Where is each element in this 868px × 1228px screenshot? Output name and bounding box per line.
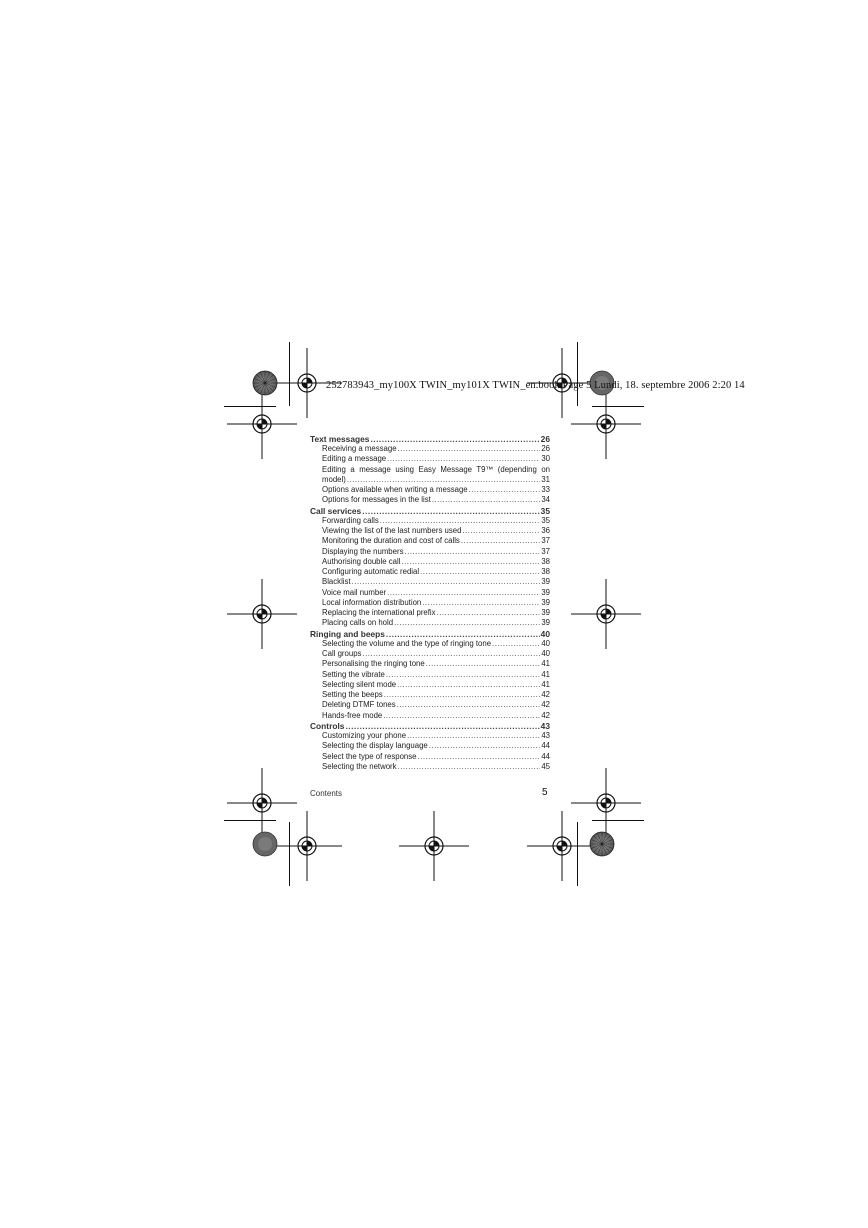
- toc-entry-page: 35: [540, 505, 550, 516]
- registration-mark-icon: [227, 768, 297, 838]
- toc-section-entry[interactable]: [310, 506, 550, 516]
- toc-entry-title: Call services: [310, 505, 362, 516]
- toc-entry[interactable]: [310, 536, 550, 546]
- toc-entry[interactable]: [310, 475, 550, 485]
- toc-entry-title: Controls: [310, 720, 345, 731]
- toc-entry-page: 45: [541, 761, 550, 771]
- toc-entry[interactable]: [310, 598, 550, 608]
- toc-entry-page: 26: [540, 434, 550, 444]
- toc-entry-title: Text messages: [310, 434, 370, 444]
- dot-leader: [492, 639, 540, 649]
- toc-entry-page: 31: [541, 474, 550, 484]
- dot-leader: [352, 577, 541, 587]
- toc-entry-title: Personalising the ringing tone: [322, 659, 425, 669]
- toc-entry-page: 44: [541, 741, 550, 751]
- toc-entry-title: Select the type of response: [322, 751, 417, 761]
- print-header-slug: 252783943_my100X TWIN_my101X TWIN_en.book Page 5 Lundi, 18. septembre 2006 2:20 14: [326, 380, 745, 391]
- toc-entry-page: 38: [541, 556, 550, 566]
- dot-leader: [397, 700, 541, 710]
- toc-entry[interactable]: [310, 454, 550, 464]
- toc-entry-page: 40: [541, 649, 550, 659]
- toc-entry-title: Setting the beeps: [322, 690, 383, 700]
- toc-entry[interactable]: [310, 485, 550, 495]
- toc-entry-title: Hands-free mode: [322, 710, 383, 720]
- registration-mark-icon: [571, 579, 641, 649]
- dot-leader: [407, 731, 540, 741]
- dot-leader: [437, 608, 541, 618]
- dot-leader: [420, 567, 540, 577]
- toc-entry-title: Deleting DTMF tones: [322, 700, 396, 710]
- starburst-target-icon: [590, 832, 614, 856]
- dot-leader: [386, 670, 540, 680]
- toc-entry[interactable]: [310, 577, 550, 587]
- registration-mark-icon: [227, 389, 297, 459]
- registration-mark-icon: [571, 389, 641, 459]
- toc-entry-title: Ringing and beeps: [310, 628, 385, 639]
- dot-leader: [404, 547, 540, 557]
- toc-entry[interactable]: [310, 670, 550, 680]
- dot-leader: [398, 762, 541, 772]
- registration-mark-icon: [272, 811, 342, 881]
- toc-entry-title: Selecting the volume and the type of ringing tone: [322, 638, 492, 648]
- starburst-target-icon: [253, 371, 277, 395]
- dot-leader: [347, 475, 540, 485]
- registration-mark-icon: [571, 768, 641, 838]
- dot-leader: [384, 690, 541, 700]
- toc-entry-page: 33: [541, 485, 550, 495]
- toc-entry[interactable]: [310, 752, 550, 762]
- toc-entry-page: 42: [541, 690, 550, 700]
- dot-leader: [387, 454, 540, 464]
- toc-entry-title: Forwarding calls: [322, 515, 379, 525]
- gray-density-target-icon: [253, 832, 277, 856]
- toc-entry-page: 39: [541, 608, 550, 618]
- toc-entry-title: Configuring automatic redial: [322, 567, 420, 577]
- toc-entry-page: 35: [541, 515, 550, 525]
- dot-leader: [461, 536, 540, 546]
- toc-entry-page: 39: [541, 577, 550, 587]
- toc-entry-page: 41: [541, 659, 550, 669]
- toc-entry[interactable]: [310, 711, 550, 721]
- toc-entry[interactable]: [310, 526, 550, 536]
- toc-entry-title: Replacing the international prefix: [322, 608, 436, 618]
- footer-page-number: 5: [542, 787, 548, 798]
- toc-entry-title: Viewing the list of the last numbers used: [322, 526, 462, 536]
- toc-entry[interactable]: [310, 588, 550, 598]
- dot-leader: [426, 659, 541, 669]
- toc-entry[interactable]: [310, 659, 550, 669]
- toc-entry[interactable]: [310, 557, 550, 567]
- toc-entry-title: Setting the vibrate: [322, 669, 385, 679]
- toc-entry[interactable]: [310, 731, 550, 741]
- dot-leader: [380, 516, 541, 526]
- dot-leader: [397, 680, 540, 690]
- toc-entry-title: Selecting the network: [322, 761, 397, 771]
- toc-entry-title: Authorising double call: [322, 556, 401, 566]
- toc-entry-page: 42: [541, 710, 550, 720]
- toc-entry-title: Call groups: [322, 649, 362, 659]
- dot-leader: [401, 557, 540, 567]
- toc-entry-page: 40: [541, 638, 550, 648]
- toc-entry-title: Options for messages in the list: [322, 495, 431, 505]
- dot-leader: [394, 618, 540, 628]
- toc-entry[interactable]: [310, 567, 550, 577]
- toc-entry-title: Selecting the display language: [322, 741, 428, 751]
- dot-leader: [362, 506, 539, 516]
- dot-leader: [429, 741, 541, 751]
- toc-section-entry[interactable]: [310, 721, 550, 731]
- toc-entry-title: Local information distribution: [322, 597, 422, 607]
- toc-entry-title: Voice mail number: [322, 587, 387, 597]
- toc-entry[interactable]: [310, 649, 550, 659]
- toc-entry-title: Placing calls on hold: [322, 618, 394, 628]
- toc-entry-title: Monitoring the duration and cost of calls: [322, 536, 460, 546]
- toc-entry-page: 38: [541, 567, 550, 577]
- toc-entry-title: Editing a message: [322, 454, 387, 464]
- toc-entry[interactable]: [310, 690, 550, 700]
- toc-entry-page: 37: [541, 536, 550, 546]
- toc-entry[interactable]: [310, 700, 550, 710]
- toc-entry-page: 43: [541, 731, 550, 740]
- toc-entry-page: 42: [541, 700, 550, 710]
- toc-entry[interactable]: [310, 741, 550, 751]
- toc-entry-title: model): [322, 474, 346, 484]
- toc-entry[interactable]: [310, 608, 550, 618]
- toc-section-entry[interactable]: [310, 434, 550, 444]
- toc-entry-page: 36: [541, 526, 550, 536]
- toc-entry[interactable]: [310, 618, 550, 628]
- toc-entry[interactable]: [310, 680, 550, 690]
- dot-leader: [383, 711, 540, 721]
- dot-leader: [386, 629, 540, 639]
- toc-entry-page: 40: [540, 628, 550, 639]
- toc-entry-title: Blacklist: [322, 577, 351, 587]
- toc-entry-page: 30: [541, 454, 550, 464]
- toc-entry[interactable]: [310, 639, 550, 649]
- dot-leader: [398, 444, 541, 454]
- dot-leader: [462, 526, 540, 536]
- toc-entry[interactable]: [310, 495, 550, 505]
- dot-leader: [362, 649, 540, 659]
- toc-entry-wrapped-line[interactable]: Editing a message using Easy Message T9™ (depending on: [322, 464, 550, 474]
- toc-entry[interactable]: [310, 547, 550, 557]
- toc-entry-page: 37: [541, 546, 550, 556]
- registration-mark-icon: [527, 811, 597, 881]
- dot-leader: [432, 495, 541, 505]
- footer-section-name: Contents: [310, 789, 343, 798]
- toc-entry[interactable]: [310, 444, 550, 454]
- registration-mark-icon: [227, 579, 297, 649]
- toc-entry-page: 43: [540, 720, 550, 731]
- toc-entry-title: Selecting silent mode: [322, 679, 397, 689]
- toc-entry[interactable]: [310, 516, 550, 526]
- toc-entry-page: 39: [541, 587, 550, 597]
- toc-entry-page: 34: [541, 495, 550, 505]
- toc-entry-page: 26: [541, 444, 550, 454]
- registration-mark-icon: [399, 811, 469, 881]
- dot-leader: [469, 485, 541, 495]
- dot-leader: [370, 434, 539, 444]
- toc-entry-page: 41: [541, 679, 550, 689]
- toc-entry-title: Receiving a message: [322, 444, 397, 454]
- toc-entry-title: Options available when writing a message: [322, 485, 468, 495]
- toc-entry-title: Customizing your phone: [322, 731, 407, 740]
- toc-entry-page: 41: [541, 669, 550, 679]
- toc-entry-page: 44: [541, 751, 550, 761]
- toc-entry-page: 39: [541, 618, 550, 628]
- dot-leader: [422, 598, 540, 608]
- dot-leader: [345, 721, 539, 731]
- dot-leader: [418, 752, 541, 762]
- toc-entry-page: 39: [541, 597, 550, 607]
- toc-entry[interactable]: [310, 762, 550, 772]
- table-of-contents: [310, 434, 550, 772]
- toc-section-entry[interactable]: [310, 629, 550, 639]
- dot-leader: [387, 588, 540, 598]
- toc-entry-title: Displaying the numbers: [322, 546, 404, 556]
